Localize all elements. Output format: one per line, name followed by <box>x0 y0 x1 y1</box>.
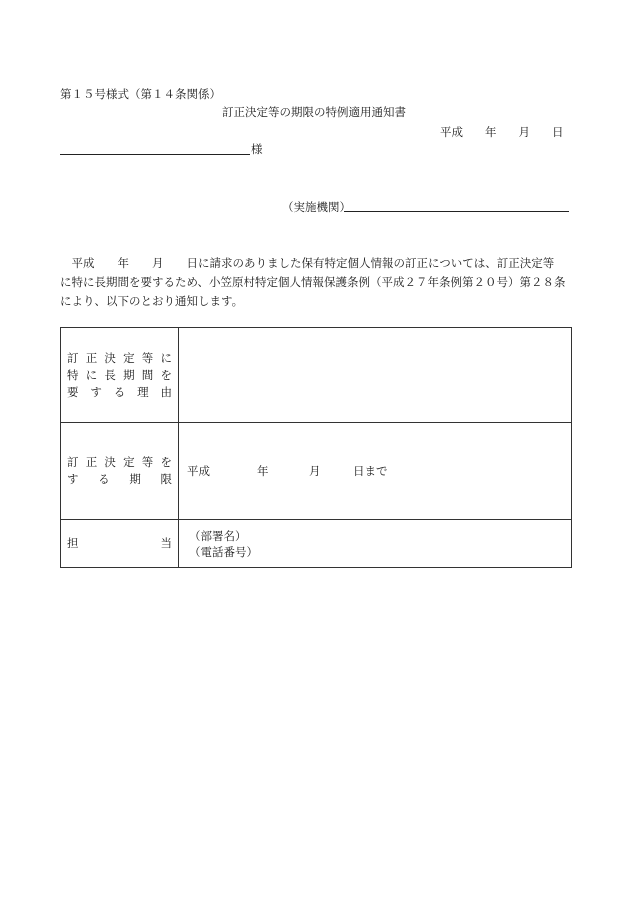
label-char: 期 <box>123 367 135 382</box>
table-row-contact <box>61 520 572 568</box>
issue-date <box>440 124 564 140</box>
table-row-reason <box>61 328 572 423</box>
label-char: 長 <box>104 367 116 382</box>
deadline-year: 年 <box>257 464 269 478</box>
deadline-era: 平成 <box>187 464 210 478</box>
label-char: 訂 <box>67 350 79 365</box>
body-line: に特に長期間を要するため、小笠原村特定個人情報保護条例（平成２７年条例第２０号）第２８条 <box>60 275 566 289</box>
label-char: 等 <box>141 350 154 365</box>
label-char: 要 <box>67 384 79 399</box>
table-row-deadline <box>61 423 572 520</box>
label-char: に <box>160 350 172 365</box>
deadline-day: 日まで <box>353 464 388 478</box>
label-char: を <box>160 367 172 382</box>
contact-label <box>61 520 179 568</box>
phone-field-label: （電話番号） <box>189 544 258 559</box>
reason-label <box>61 328 179 423</box>
agency-blank <box>344 211 569 212</box>
deadline-month: 月 <box>309 464 321 478</box>
label-char: る <box>113 384 126 399</box>
date-era: 平成 <box>440 125 463 139</box>
addressee-honorific: 様 <box>251 142 263 156</box>
department-field-label: （部署名） <box>189 528 247 543</box>
label-char: 訂 <box>67 455 79 469</box>
label-line <box>67 367 172 384</box>
label-char: 正 <box>85 455 98 469</box>
label-char: 由 <box>160 384 172 399</box>
label-char: 決 <box>104 350 116 365</box>
label-char: 等 <box>141 455 154 469</box>
date-year: 年 <box>485 125 497 139</box>
label-line <box>67 471 172 488</box>
reason-value[interactable] <box>179 328 572 423</box>
body-line: 平成 年 月 日に請求のありました保有特定個人情報の訂正については、訂正決定等 <box>60 256 555 270</box>
label-char: 限 <box>160 472 172 486</box>
label-char: 担 <box>67 536 79 550</box>
form-number: 第１５号様式（第１４条関係） <box>60 87 221 101</box>
document-title: 訂正決定等の期限の特例適用通知書 <box>222 105 406 119</box>
label-line <box>67 384 172 401</box>
contact-fields <box>179 528 571 560</box>
deadline-label <box>61 423 179 520</box>
body-line: により、以下のとおり通知します。 <box>60 294 244 308</box>
label-char: 定 <box>123 350 135 365</box>
label-line <box>67 535 172 552</box>
label-char: す <box>67 472 79 486</box>
label-char: を <box>160 455 172 469</box>
label-line <box>67 454 172 471</box>
deadline-value[interactable] <box>179 423 572 520</box>
label-char: 特 <box>67 367 79 382</box>
notice-table <box>60 327 572 568</box>
label-char: る <box>98 472 110 486</box>
label-line <box>67 350 172 367</box>
label-char: 理 <box>137 384 149 399</box>
label-char: 当 <box>160 536 172 550</box>
label-char: 決 <box>104 455 116 469</box>
label-char: 期 <box>129 472 141 486</box>
deadline-date <box>179 463 571 479</box>
date-month: 月 <box>518 125 530 139</box>
label-char: す <box>90 384 102 399</box>
label-char: 間 <box>141 367 154 382</box>
contact-value[interactable] <box>179 520 572 568</box>
agency-label: （実施機関） <box>282 200 351 214</box>
label-char: に <box>85 367 98 382</box>
date-day: 日 <box>552 125 564 139</box>
label-char: 定 <box>123 455 135 469</box>
addressee-blank <box>60 154 250 155</box>
notice-body <box>60 254 575 311</box>
label-char: 正 <box>85 350 98 365</box>
